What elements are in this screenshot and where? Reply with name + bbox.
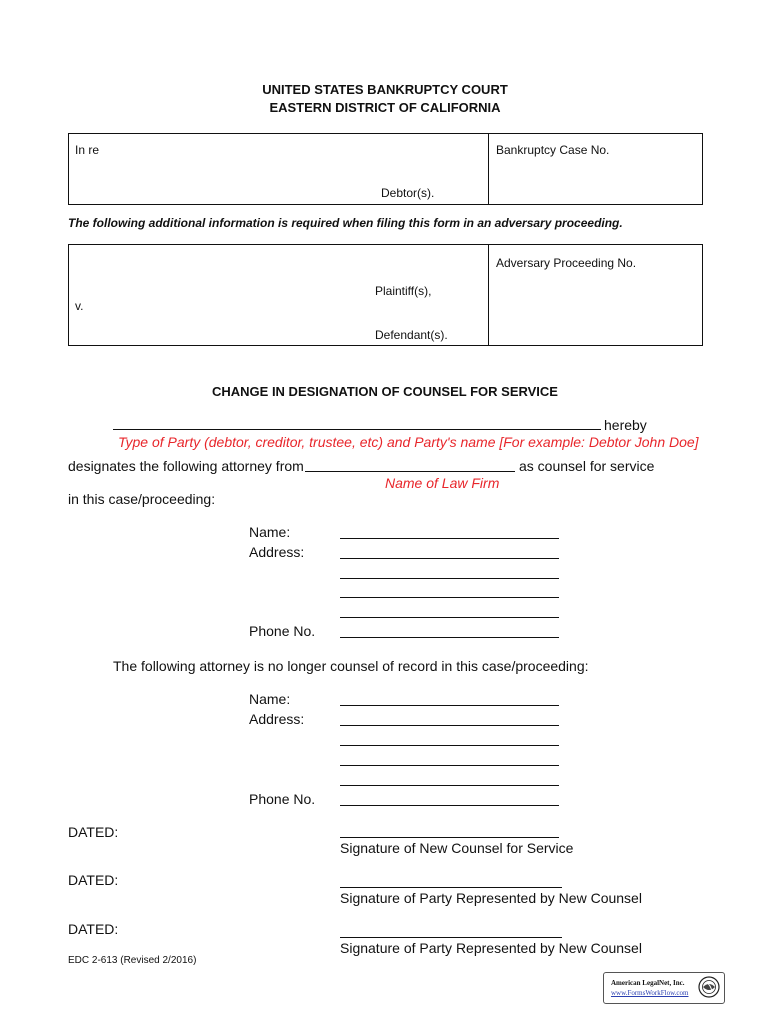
logo-company-name: American LegalNet, Inc. bbox=[611, 979, 685, 987]
dated-label: DATED: bbox=[68, 824, 119, 840]
adversary-no-label: Adversary Proceeding No. bbox=[496, 256, 637, 270]
old-counsel-address-label: Address: bbox=[249, 711, 305, 727]
new-counsel-phone-line[interactable] bbox=[340, 637, 559, 638]
versus-label: v. bbox=[75, 299, 84, 313]
party-signature-line[interactable] bbox=[340, 937, 562, 938]
new-counsel-signature-line[interactable] bbox=[340, 837, 559, 838]
signature-caption: Signature of New Counsel for Service bbox=[340, 840, 574, 856]
signature-caption: Signature of Party Represented by New Counsel bbox=[340, 940, 642, 956]
old-counsel-phone-line[interactable] bbox=[340, 805, 559, 806]
signature-caption: Signature of Party Represented by New Counsel bbox=[340, 890, 642, 906]
old-counsel-address-line[interactable] bbox=[340, 765, 559, 766]
old-counsel-phone-label: Phone No. bbox=[249, 791, 316, 807]
party-signature-line[interactable] bbox=[340, 887, 562, 888]
adversary-note: The following additional information is required when filing this form in an adversary proceeding. bbox=[68, 216, 623, 230]
new-counsel-phone-label: Phone No. bbox=[249, 623, 316, 639]
new-counsel-address-line[interactable] bbox=[340, 617, 559, 618]
debtors-label: Debtor(s). bbox=[381, 186, 435, 200]
new-counsel-address-line[interactable] bbox=[340, 597, 559, 598]
party-name-line[interactable] bbox=[113, 429, 601, 430]
case-proceeding-text: in this case/proceeding: bbox=[68, 491, 216, 507]
court-name: UNITED STATES BANKRUPTCY COURT bbox=[262, 82, 508, 97]
dated-label: DATED: bbox=[68, 921, 119, 937]
dated-label: DATED: bbox=[68, 872, 119, 888]
new-counsel-name-line[interactable] bbox=[340, 538, 559, 539]
old-counsel-address-line[interactable] bbox=[340, 745, 559, 746]
new-counsel-address-line[interactable] bbox=[340, 558, 559, 559]
case-no-label: Bankruptcy Case No. bbox=[496, 143, 610, 157]
in-re-label: In re bbox=[75, 143, 100, 157]
form-title: CHANGE IN DESIGNATION OF COUNSEL FOR SERVICE bbox=[212, 384, 558, 399]
new-counsel-name-label: Name: bbox=[249, 524, 291, 540]
publisher-logo bbox=[603, 972, 725, 1004]
plaintiffs-label: Plaintiff(s), bbox=[375, 284, 432, 298]
firm-hint: Name of Law Firm bbox=[385, 475, 500, 491]
adversary-divider bbox=[488, 244, 489, 345]
globe-seal-icon bbox=[698, 976, 720, 998]
counsel-for-service-text: as counsel for service bbox=[519, 458, 655, 474]
designates-text: designates the following attorney from bbox=[68, 458, 304, 474]
logo-url[interactable]: www.FormsWorkFlow.com bbox=[611, 989, 689, 997]
hereby-text: hereby bbox=[604, 417, 647, 433]
no-longer-text: The following attorney is no longer counsel of record in this case/proceeding: bbox=[113, 658, 589, 674]
new-counsel-address-line[interactable] bbox=[340, 578, 559, 579]
law-firm-line[interactable] bbox=[305, 471, 515, 472]
new-counsel-address-label: Address: bbox=[249, 544, 305, 560]
old-counsel-name-line[interactable] bbox=[340, 705, 559, 706]
caption-divider bbox=[488, 133, 489, 204]
district-name: EASTERN DISTRICT OF CALIFORNIA bbox=[269, 100, 501, 115]
form-id: EDC 2-613 (Revised 2/2016) bbox=[68, 955, 197, 966]
old-counsel-address-line[interactable] bbox=[340, 785, 559, 786]
defendants-label: Defendant(s). bbox=[375, 328, 448, 342]
old-counsel-address-line[interactable] bbox=[340, 725, 559, 726]
old-counsel-name-label: Name: bbox=[249, 691, 291, 707]
party-hint: Type of Party (debtor, creditor, trustee, etc) and Party's name [For example: Debtor John Doe] bbox=[118, 434, 699, 450]
